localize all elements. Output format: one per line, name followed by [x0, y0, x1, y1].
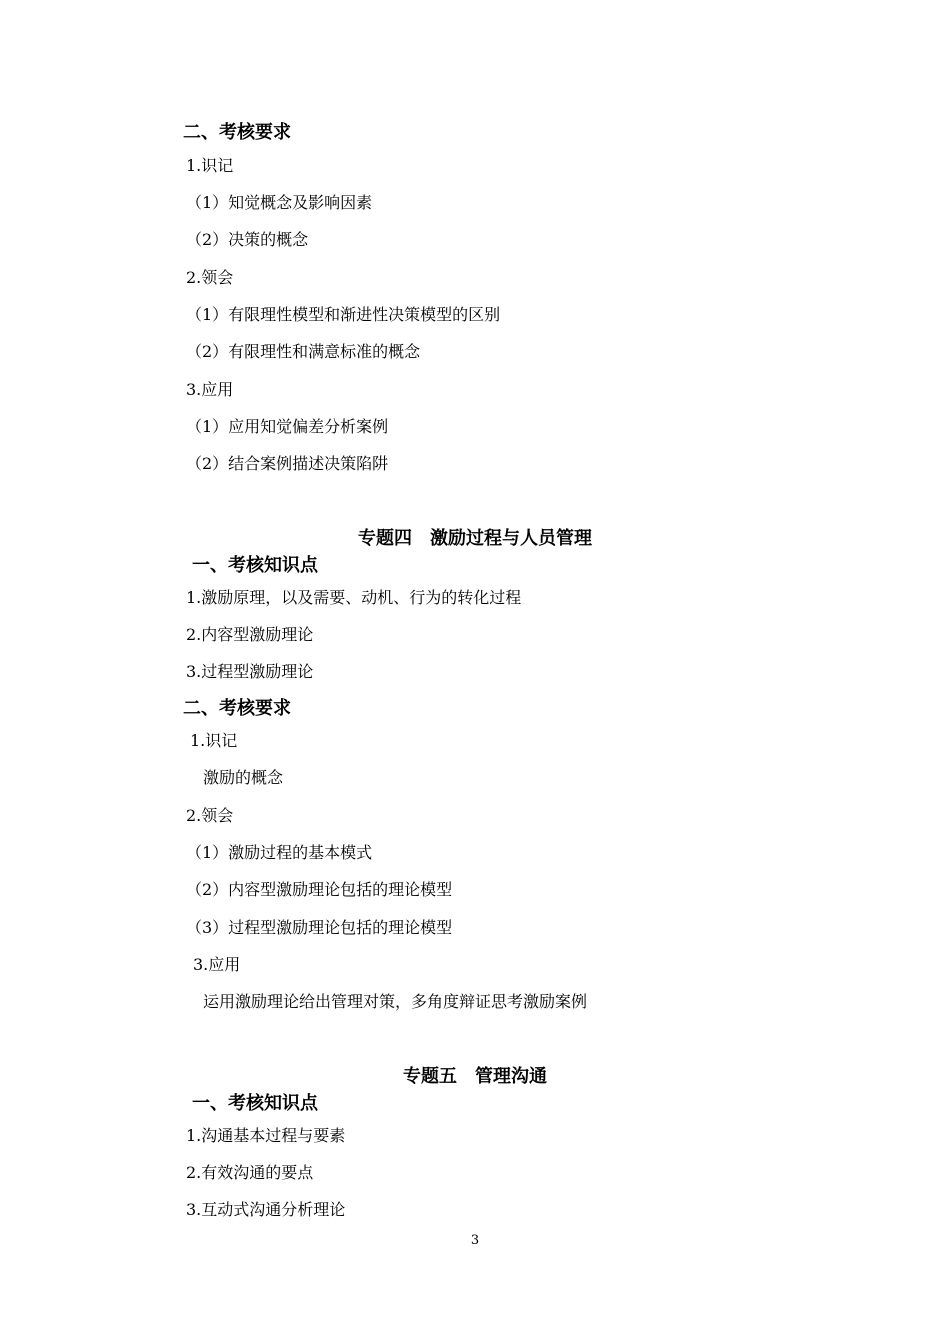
page-number: 3	[470, 1233, 480, 1248]
list-item: （2）决策的概念	[186, 230, 309, 249]
recall-label: 1.识记	[190, 731, 238, 750]
section-heading: 一、考核知识点	[192, 1093, 318, 1114]
list-item: （1）有限理性模型和渐进性决策模型的区别	[186, 305, 501, 324]
list-item: 1.沟通基本过程与要素	[186, 1126, 346, 1145]
apply-label: 3.应用	[193, 955, 241, 974]
list-item: （2）内容型激励理论包括的理论模型	[186, 880, 453, 899]
topic-title: 专题四 激励过程与人员管理	[358, 528, 592, 549]
list-item: （3）过程型激励理论包括的理论模型	[186, 918, 453, 937]
recall-label: 1.识记	[186, 156, 234, 175]
list-item: 3.互动式沟通分析理论	[186, 1200, 346, 1219]
list-item: （1）知觉概念及影响因素	[186, 193, 373, 212]
apply-label: 3.应用	[186, 380, 234, 399]
topic-title: 专题五 管理沟通	[403, 1066, 547, 1087]
list-item: （2）结合案例描述决策陷阱	[186, 454, 389, 473]
section-heading: 二、考核要求	[183, 698, 291, 719]
list-item: 3.过程型激励理论	[186, 662, 314, 681]
apply-text: 运用激励理论给出管理对策，多角度辩证思考激励案例	[203, 992, 588, 1011]
list-item: 2.有效沟通的要点	[186, 1163, 314, 1182]
list-item: （1）激励过程的基本模式	[186, 843, 373, 862]
section-heading: 二、考核要求	[183, 122, 291, 143]
understand-label: 2.领会	[186, 806, 234, 825]
list-item: 1.激励原理，以及需要、动机、行为的转化过程	[186, 588, 522, 607]
list-item: 2.内容型激励理论	[186, 625, 314, 644]
recall-text: 激励的概念	[203, 768, 284, 787]
list-item: （2）有限理性和满意标准的概念	[186, 342, 421, 361]
understand-label: 2.领会	[186, 268, 234, 287]
section-heading: 一、考核知识点	[192, 555, 318, 576]
list-item: （1）应用知觉偏差分析案例	[186, 417, 389, 436]
